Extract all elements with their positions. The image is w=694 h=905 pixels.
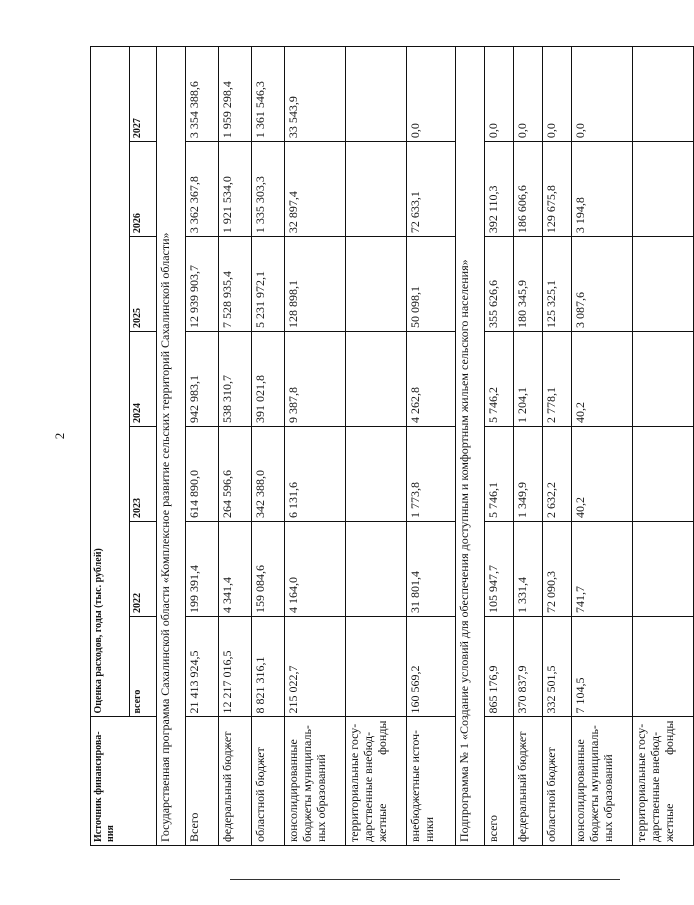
table-row: [252, 47, 285, 846]
cell: 391 021,8: [252, 332, 285, 427]
cell: 1 921 534,0: [219, 142, 252, 237]
cell: 1 959 298,4: [219, 47, 252, 142]
row-source: консолидированные бюджеты муниципаль-ных образований: [285, 717, 346, 846]
rotated-table-container: [90, 46, 676, 846]
header-source: Источник финансирова-ния: [91, 717, 157, 846]
col-header: 2027: [130, 47, 157, 142]
cell: 4 341,4: [219, 521, 252, 616]
cell: 342 388,0: [252, 427, 285, 522]
col-header: 2023: [130, 427, 157, 522]
cell: 614 890,0: [186, 427, 219, 522]
cell: [346, 332, 407, 427]
cell: 332 501,5: [543, 616, 572, 717]
cell: [346, 237, 407, 332]
cell: 3 354 388,6: [186, 47, 219, 142]
cell: 40,2: [572, 427, 633, 522]
cell: 1 204,1: [514, 332, 543, 427]
cell: 355 626,6: [485, 237, 514, 332]
table-row: [346, 47, 407, 846]
row-source: федеральный бюджет: [219, 717, 252, 846]
cell: 942 983,1: [186, 332, 219, 427]
cell: [346, 521, 407, 616]
section-title-row: [157, 47, 186, 846]
row-source: областной бюджет: [543, 717, 572, 846]
cell: 5 746,1: [485, 427, 514, 522]
financing-table: [90, 46, 694, 846]
table-row: [186, 47, 219, 846]
cell: 741,7: [572, 521, 633, 616]
cell: [633, 47, 694, 142]
footer-rule: [230, 879, 620, 880]
col-header: 2025: [130, 237, 157, 332]
col-header: 2024: [130, 332, 157, 427]
cell: [346, 142, 407, 237]
row-source: консолидированные бюджеты муниципаль-ных образований: [572, 717, 633, 846]
cell: [633, 332, 694, 427]
cell: [346, 47, 407, 142]
cell: 129 675,8: [543, 142, 572, 237]
table-row: [485, 47, 514, 846]
cell: 7 104,5: [572, 616, 633, 717]
cell: 1 349,9: [514, 427, 543, 522]
table-row: [633, 47, 694, 846]
table-row: [285, 47, 346, 846]
cell: 3 362 367,8: [186, 142, 219, 237]
cell: 0,0: [485, 47, 514, 142]
cell: 4 164,0: [285, 521, 346, 616]
cell: 186 606,6: [514, 142, 543, 237]
cell: 5 746,2: [485, 332, 514, 427]
cell: [633, 237, 694, 332]
cell: 72 633,1: [407, 142, 456, 237]
col-header: 2026: [130, 142, 157, 237]
row-source: территориальные госу-дарственные внебюд-жетные фонды: [346, 717, 407, 846]
cell: [346, 427, 407, 522]
cell: 9 387,8: [285, 332, 346, 427]
col-header: всего: [130, 616, 157, 717]
header-row-1: [91, 47, 130, 846]
cell: 12 217 016,5: [219, 616, 252, 717]
cell: 264 596,6: [219, 427, 252, 522]
cell: 125 325,1: [543, 237, 572, 332]
col-header: 2022: [130, 521, 157, 616]
header-costs: Оценка расходов, годы (тыс. рублей): [91, 47, 130, 718]
cell: 105 947,7: [485, 521, 514, 616]
table-row: [543, 47, 572, 846]
cell: 12 939 903,7: [186, 237, 219, 332]
table-row: [514, 47, 543, 846]
cell: 0,0: [514, 47, 543, 142]
cell: [633, 521, 694, 616]
table-row: [219, 47, 252, 846]
cell: 50 098,1: [407, 237, 456, 332]
cell: 33 543,9: [285, 47, 346, 142]
section-title-row: [456, 47, 485, 846]
cell: 2 632,2: [543, 427, 572, 522]
cell: 370 837,9: [514, 616, 543, 717]
cell: [633, 616, 694, 717]
cell: 3 194,8: [572, 142, 633, 237]
cell: 1 361 546,3: [252, 47, 285, 142]
cell: 6 131,6: [285, 427, 346, 522]
cell: 31 801,4: [407, 521, 456, 616]
cell: 159 084,6: [252, 521, 285, 616]
cell: 215 022,7: [285, 616, 346, 717]
cell: 1 773,8: [407, 427, 456, 522]
cell: 128 898,1: [285, 237, 346, 332]
cell: 199 391,4: [186, 521, 219, 616]
cell: 1 331,4: [514, 521, 543, 616]
cell: 392 110,3: [485, 142, 514, 237]
row-source: Всего: [186, 717, 219, 846]
row-source: территориальные госу-дарственные внебюд-жетные фонды: [633, 717, 694, 846]
cell: 180 345,9: [514, 237, 543, 332]
row-source: внебюджетные источ-ники: [407, 717, 456, 846]
cell: 8 821 316,1: [252, 616, 285, 717]
row-source: всего: [485, 717, 514, 846]
cell: 7 528 935,4: [219, 237, 252, 332]
cell: 538 310,7: [219, 332, 252, 427]
cell: 32 897,4: [285, 142, 346, 237]
row-source: федеральный бюджет: [514, 717, 543, 846]
cell: 5 231 972,1: [252, 237, 285, 332]
cell: 21 413 924,5: [186, 616, 219, 717]
cell: 865 176,9: [485, 616, 514, 717]
page-number: 2: [52, 432, 67, 440]
cell: 0,0: [572, 47, 633, 142]
cell: [633, 427, 694, 522]
table-row: [572, 47, 633, 846]
cell: 160 569,2: [407, 616, 456, 717]
cell: 1 335 303,3: [252, 142, 285, 237]
row-source: областной бюджет: [252, 717, 285, 846]
table-row: [407, 47, 456, 846]
cell: 3 087,6: [572, 237, 633, 332]
cell: 72 090,3: [543, 521, 572, 616]
cell: 0,0: [407, 47, 456, 142]
cell: 2 778,1: [543, 332, 572, 427]
cell: [346, 616, 407, 717]
section-title: Подпрограмма № 1 «Создание условий для обеспечения доступным и комфортным жильем сельского населения»: [456, 47, 485, 846]
cell: [633, 142, 694, 237]
cell: 40,2: [572, 332, 633, 427]
cell: 0,0: [543, 47, 572, 142]
cell: 4 262,8: [407, 332, 456, 427]
section-title: Государственная программа Сахалинской области «Комплексное развитие сельских территорий Сахалинской области»: [157, 47, 186, 846]
